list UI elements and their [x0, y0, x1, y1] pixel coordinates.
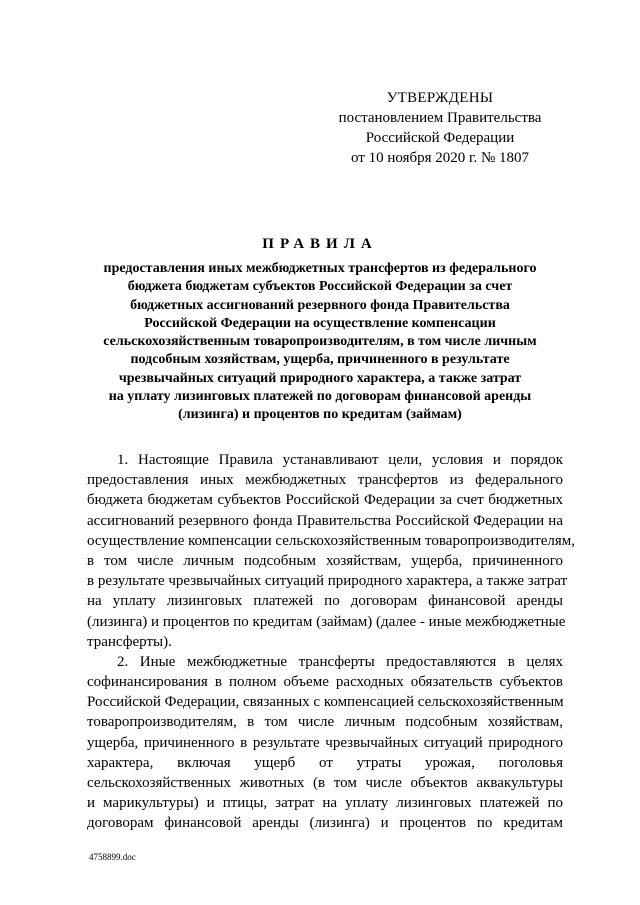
paragraph-line: в том числе личным подсобным хозяйствам, ущерба, причиненного: [87, 552, 563, 569]
subtitle-line: чрезвычайных ситуаций природного характера, а также затрат: [118, 370, 522, 386]
paragraph-line: товаропроизводителям, в том числе личным подсобным хозяйствам,: [87, 714, 563, 731]
subtitle-line: подсобным хозяйствам, ущерба, причиненного в результате: [130, 352, 510, 368]
paragraph-line: 1. Настоящие Правила устанавливают цели, условия и порядок: [117, 452, 563, 468]
document-body: [87, 450, 575, 834]
paragraph-line: ассигнований резервного фонда Правительства Российской Федерации на: [87, 512, 563, 529]
approval-stamp-block: [330, 88, 550, 168]
subtitle-line: (лизинга) и процентов по кредитам (займам): [178, 407, 462, 423]
paragraph-1: [87, 450, 575, 652]
paragraph-line: характера, включая ущерб от утраты урожая, поголовья: [87, 754, 563, 771]
paragraph-line: предоставления иных межбюджетных трансфертов из федерального: [87, 472, 563, 489]
approval-line-1: постановлением Правительства: [338, 110, 542, 126]
subtitle-line: бюджетных ассигнований резервного фонда Правительства: [130, 297, 510, 313]
paragraph-line: 2. Иные межбюджетные трансферты предоставляются в целях: [117, 653, 563, 670]
paragraph-line: бюджета бюджетам субъектов Российской Федерации за счет бюджетных: [87, 492, 563, 509]
approval-line-3: от 10 ноября 2020 г. № 1807: [350, 150, 530, 166]
subtitle-line: предоставления иных межбюджетных трансфертов из федерального: [103, 261, 537, 276]
paragraph-line: ущерба, причиненного в результате чрезвычайных ситуаций природного: [87, 734, 563, 751]
document-title: ПРАВИЛА: [262, 236, 378, 252]
paragraph-line: на уплату лизинговых платежей по договорам финансовой аренды: [87, 593, 563, 610]
approved-heading: УТВЕРЖДЕНЫ: [386, 90, 494, 106]
paragraph-line: в результате чрезвычайных ситуаций природного характера, а также затрат: [87, 573, 568, 590]
approval-line-2: Российской Федерации: [365, 130, 515, 146]
subtitle-line: Российской Федерации на осуществление компенсации: [144, 315, 496, 331]
document-subtitle: [70, 260, 570, 425]
paragraph-line: трансферты).: [87, 633, 172, 650]
paragraph-line: сельскохозяйственных животных (в том числе объектов аквакультуры: [87, 775, 563, 791]
subtitle-line: бюджета бюджетам субъектов Российской Федерации за счет: [127, 279, 513, 295]
paragraph-line: и марикультуры) и птицы, затрат на уплату лизинговых платежей по: [87, 795, 563, 812]
paragraph-line: осуществление компенсации сельскохозяйственным товаропроизводителям,: [87, 532, 575, 549]
subtitle-line: на уплату лизинговых платежей по договорам финансовой аренды: [108, 389, 532, 405]
paragraph-2: [87, 652, 563, 834]
file-name-footer: 4758899.doc: [89, 852, 136, 862]
paragraph-line: договорам финансовой аренды (лизинга) и процентов по кредитам: [87, 815, 563, 832]
paragraph-line: софинансирования в полном объеме расходных обязательств субъектов: [87, 674, 563, 691]
subtitle-line: сельскохозяйственным товаропроизводителям, в том числе личным: [103, 334, 537, 350]
paragraph-line: Российской Федерации, связанных с компенсацией сельскохозяйственным: [87, 694, 564, 711]
paragraph-line: (лизинга) и процентов по кредитам (займам) (далее - иные межбюджетные: [87, 613, 566, 630]
